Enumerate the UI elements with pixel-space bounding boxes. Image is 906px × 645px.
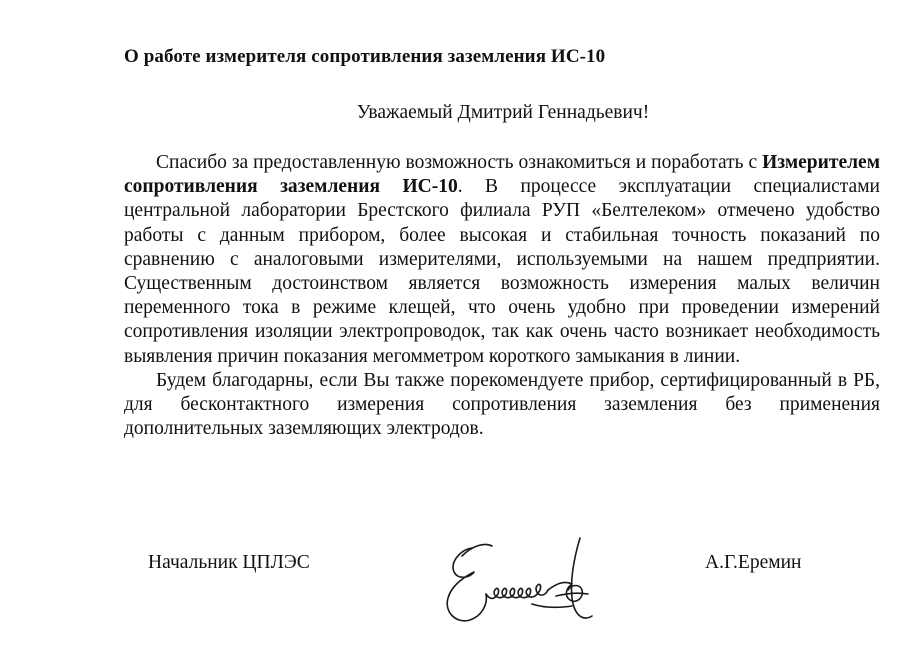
paragraph-2: Будем благодарны, если Вы также порекомендуете прибор, сертифицированный в РБ, для бесконтактного измерения сопротивления заземления без применения дополнительных заземляющих электродов. bbox=[124, 369, 880, 440]
signatory-position: Начальник ЦПЛЭС bbox=[148, 552, 310, 573]
paragraph-1 bbox=[124, 151, 880, 369]
paragraph-1-intro: Спасибо за предоставленную возможность ознакомиться и поработать с bbox=[156, 152, 763, 173]
letter-salutation: Уважаемый Дмитрий Геннадьевич! bbox=[356, 102, 650, 123]
handwritten-signature bbox=[432, 528, 617, 638]
letter-body bbox=[124, 151, 880, 441]
signatory-name: А.Г.Еремин bbox=[705, 552, 802, 573]
paragraph-1-rest: . В процессе эксплуатации специалистами центральной лаборатории Брестского филиала РУП «Белтелеком» отмечено удобство работы с данным прибором, более высокая и стабильная точность показаний по сравнению с аналоговыми измерителями, используемыми на нашем предприятии. Существенным достоинством является возможность измерения малых величин переменного тока в режиме клещей, что очень удобно при проведении измерений сопротивления изоляции электропроводок, так как очень часто возникает необходимость выявления причин показания мегомметром короткого замыкания в линии. bbox=[124, 176, 880, 367]
letter-subject: О работе измерителя сопротивления заземления ИС-10 bbox=[124, 46, 606, 67]
device-name: Измерителем сопротивления заземления ИС-10 bbox=[124, 152, 880, 198]
